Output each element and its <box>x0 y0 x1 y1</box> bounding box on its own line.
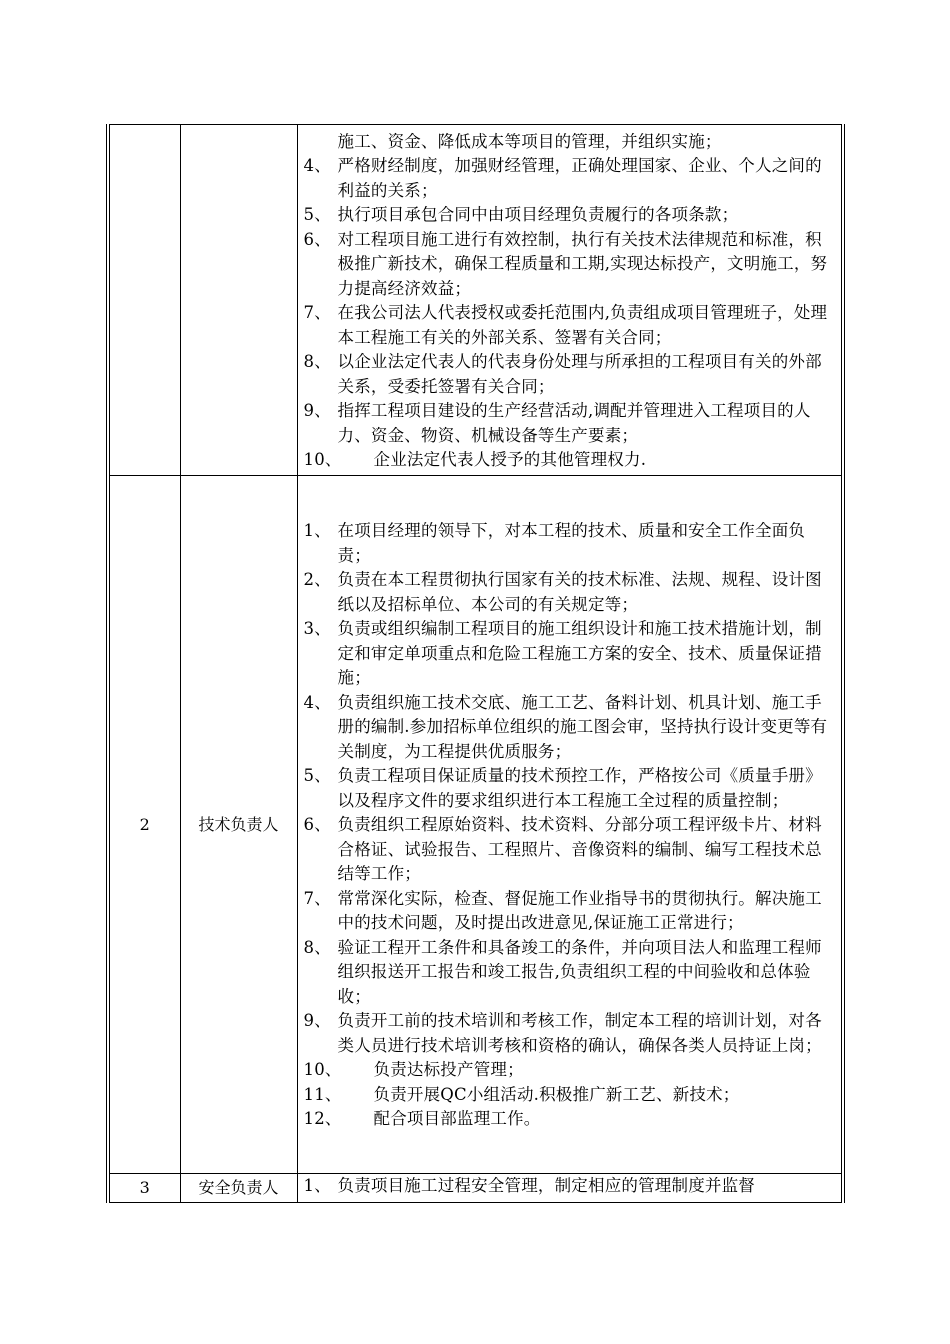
duty-item <box>304 399 834 448</box>
duty-item <box>304 691 834 765</box>
duty-item-text: 严格财经制度，加强财经管理，正确处理国家、企业、个人之间的利益的关系； <box>337 156 822 200</box>
duty-item-text: 以企业法定代表人的代表身份处理与所承担的工程项目有关的外部关系，受委托签署有关合同； <box>337 352 822 396</box>
duty-item-text: 执行项目承包合同中由项目经理负责履行的各项条款； <box>337 205 739 224</box>
table-row <box>108 476 843 1174</box>
duty-item <box>304 130 834 155</box>
row-number: 3 <box>108 1174 180 1203</box>
duty-item-number: 10、 <box>303 1060 342 1080</box>
duty-item-number: 1、 <box>303 521 331 541</box>
duty-item <box>304 228 834 302</box>
duty-item-text: 负责开展QC小组活动.积极推广新工艺、新技术； <box>373 1084 740 1104</box>
row-duties <box>297 476 843 1174</box>
duty-item-number: 11、 <box>303 1084 342 1104</box>
duty-item-number: 7、 <box>303 888 331 908</box>
duty-item-text: 在项目经理的领导下，对本工程的技术、质量和安全工作全面负责； <box>337 521 806 565</box>
duty-item <box>304 1083 834 1108</box>
duty-item-text: 指挥工程项目建设的生产经营活动,调配并管理进入工程项目的人力、资金、物资、机械设备等生产要素； <box>337 401 811 445</box>
duty-item-text: 负责项目施工过程安全管理，制定相应的管理制度并监督 <box>337 1176 755 1195</box>
duty-item-text: 负责或组织编制工程项目的施工组织设计和施工技术措施计划，制定和审定单项重点和危险工程施工方案的安全、技术、质量保证措施； <box>337 619 822 688</box>
duty-item <box>304 568 834 617</box>
duty-item-text: 对工程项目施工进行有效控制，执行有关技术法律规范和标准，积极推广新技术，确保工程质量和工期,实现达标投产，文明施工，努力提高经济效益； <box>337 229 828 298</box>
duty-item <box>304 301 834 350</box>
duty-item-text: 负责组织工程原始资料、技术资料、分部分项工程评级卡片、材料合格证、试验报告、工程照片、音像资料的编制、编写工程技术总结等工作； <box>337 815 822 884</box>
row-role: 技术负责人 <box>180 476 297 1174</box>
row-role: 安全负责人 <box>180 1174 297 1203</box>
duty-item-text: 负责开工前的技术培训和考核工作，制定本工程的培训计划，对各类人员进行技术培训考核和资格的确认，确保各类人员持证上岗； <box>337 1011 822 1055</box>
duty-item-number: 2、 <box>303 570 331 590</box>
duty-item <box>304 154 834 203</box>
duty-item-text: 配合项目部监理工作。 <box>373 1109 541 1129</box>
duty-item-number: 9、 <box>303 1011 331 1031</box>
duty-item <box>304 764 834 813</box>
duty-item-text: 验证工程开工条件和具备竣工的条件，并向项目法人和监理工程师组织报送开工报告和竣工报告,负责组织工程的中间验收和总体验收； <box>337 937 822 1006</box>
table-body <box>108 125 843 1203</box>
duty-list <box>304 519 834 1132</box>
duty-item <box>304 519 834 568</box>
duty-item-number: 10、 <box>303 450 342 469</box>
duty-item-number: 5、 <box>303 205 331 224</box>
duty-item <box>304 448 834 473</box>
duty-item-text: 施工、资金、降低成本等项目的管理，并组织实施； <box>337 131 722 151</box>
row-number <box>108 125 180 476</box>
table-row <box>108 1174 843 1203</box>
duty-item <box>304 1174 834 1199</box>
duty-item <box>304 1058 834 1083</box>
duty-item-text: 企业法定代表人授予的其他管理权力. <box>373 450 647 469</box>
duty-item <box>304 887 834 936</box>
duty-item <box>304 813 834 887</box>
duty-item-text: 常常深化实际，检查、督促施工作业指导书的贯彻执行。解决施工中的技术问题，及时提出改进意见,保证施工正常进行； <box>337 888 822 933</box>
duty-item <box>304 617 834 691</box>
duty-item-text: 负责工程项目保证质量的技术预控工作，严格按公司《质量手册》以及程序文件的要求组织进行本工程施工全过程的质量控制； <box>337 766 822 810</box>
duty-item-number: 8、 <box>303 352 331 371</box>
duty-item-number: 5、 <box>303 766 331 786</box>
duty-item-number: 3、 <box>303 619 331 639</box>
duty-list <box>304 130 834 473</box>
duty-item-number: 6、 <box>303 815 331 835</box>
duty-item <box>304 350 834 399</box>
duty-item-number: 4、 <box>303 692 331 712</box>
duty-item <box>304 203 834 228</box>
row-role <box>180 125 297 476</box>
row-number: 2 <box>108 476 180 1174</box>
duty-list <box>304 1174 834 1199</box>
duty-item-number: 7、 <box>303 303 331 322</box>
duty-item-number: 6、 <box>303 229 331 249</box>
duty-item-number: 8、 <box>303 937 331 957</box>
duty-item-text: 负责达标投产管理； <box>373 1060 524 1080</box>
duty-item-text: 负责在本工程贯彻执行国家有关的技术标准、法规、规程、设计图纸以及招标单位、本公司的有关规定等； <box>337 570 822 614</box>
duty-item <box>304 936 834 1010</box>
duty-item <box>304 1107 834 1132</box>
table-row <box>108 125 843 476</box>
duty-item-number: 9、 <box>303 401 331 420</box>
row-duties <box>297 125 843 476</box>
duty-item-number: 4、 <box>303 156 331 175</box>
responsibility-table <box>106 124 845 1203</box>
duty-item-number: 12、 <box>303 1109 342 1129</box>
duty-item-text: 在我公司法人代表授权或委托范围内,负责组成项目管理班子，处理本工程施工有关的外部关系、签署有关合同； <box>337 303 828 347</box>
duty-item <box>304 1009 834 1058</box>
duty-item-text: 负责组织施工技术交底、施工工艺、备料计划、机具计划、施工手册的编制.参加招标单位组织的施工图会审，坚持执行设计变更等有关制度，为工程提供优质服务； <box>337 692 828 761</box>
duty-item-number: 1、 <box>303 1176 331 1195</box>
row-duties <box>297 1174 843 1203</box>
